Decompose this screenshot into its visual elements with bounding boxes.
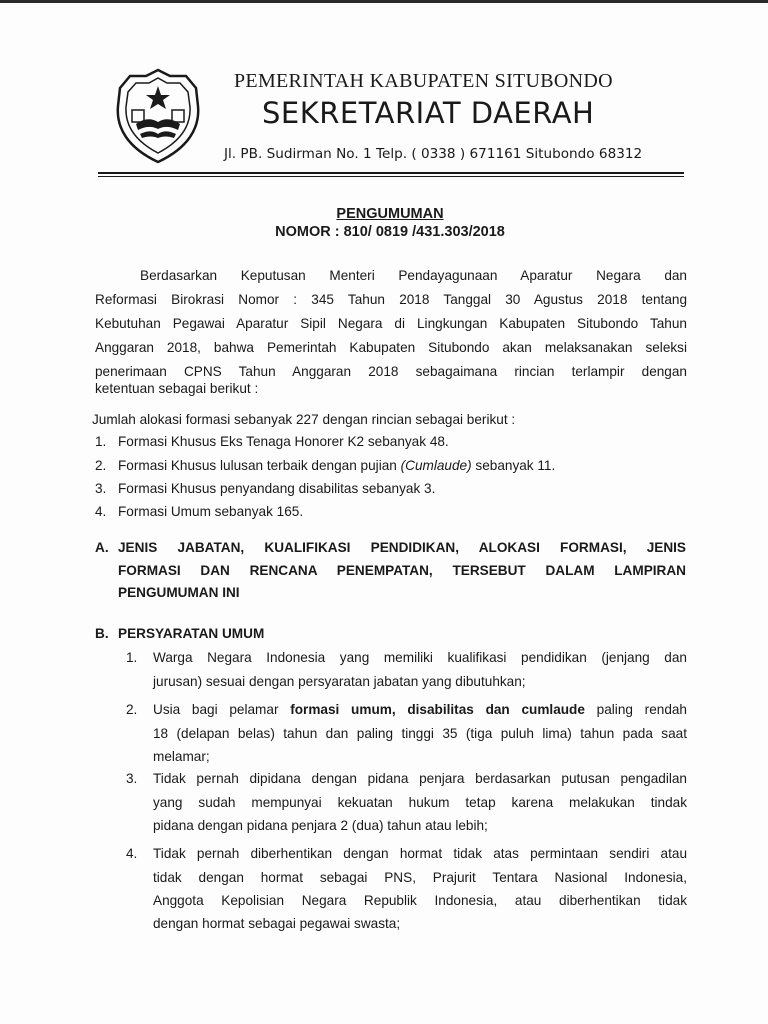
letterhead-rule-thick <box>98 172 684 174</box>
list-number: 3. <box>95 481 107 496</box>
requirement-line: pidana dengan pidana penjara 2 (dua) tahun atau lebih; <box>153 818 488 833</box>
intro-line: penerimaan CPNS Tahun Anggaran 2018 sebagaimana rincian terlampir dengan <box>95 364 687 379</box>
scan-top-edge <box>0 0 768 3</box>
allocation-item: Formasi Khusus lulusan terbaik dengan pujian (Cumlaude) sebanyak 11. <box>118 458 556 473</box>
section-a-title: JENIS JABATAN, KUALIFIKASI PENDIDIKAN, ALOKASI FORMASI, JENIS <box>118 540 686 555</box>
announcement-heading: PENGUMUMAN <box>336 206 444 222</box>
office-address: Jl. PB. Sudirman No. 1 Telp. ( 0338 ) 671161 Situbondo 68312 <box>224 146 643 162</box>
list-number: 4. <box>95 504 107 519</box>
section-a-letter: A. <box>95 540 109 555</box>
intro-line: Kebutuhan Pegawai Aparatur Sipil Negara di Lingkungan Kabupaten Situbondo Tahun <box>95 316 687 331</box>
list-number: 2. <box>126 702 138 717</box>
section-b-title: PERSYARATAN UMUM <box>118 626 265 641</box>
requirement-line: jurusan) sesuai dengan persyaratan jabatan yang dibutuhkan; <box>153 674 526 689</box>
department-name: SEKRETARIAT DAERAH <box>262 96 595 130</box>
requirement-line: melamar; <box>153 749 210 764</box>
announcement-number: NOMOR : 810/ 0819 /431.303/2018 <box>275 224 505 240</box>
section-a-title: FORMASI DAN RENCANA PENEMPATAN, TERSEBUT DALAM LAMPIRAN <box>118 563 686 578</box>
list-number: 1. <box>126 650 138 665</box>
allocation-item: Formasi Khusus Eks Tenaga Honorer K2 sebanyak 48. <box>118 434 449 449</box>
allocation-lead: Jumlah alokasi formasi sebanyak 227 dengan rincian sebagai berikut : <box>92 412 516 427</box>
intro-line: ketentuan sebagai berikut : <box>95 381 259 396</box>
intro-line: Reformasi Birokrasi Nomor : 345 Tahun 2018 Tanggal 30 Agustus 2018 tentang <box>95 292 687 307</box>
requirement-line: Warga Negara Indonesia yang memiliki kualifikasi pendidikan (jenjang dan <box>153 650 687 665</box>
coat-of-arms-icon <box>108 66 208 166</box>
requirement-line: Usia bagi pelamar formasi umum, disabilitas dan cumlaude paling rendah <box>153 702 687 717</box>
list-number: 3. <box>126 771 138 786</box>
requirement-line: Anggota Kepolisian Negara Republik Indonesia, atau diberhentikan tidak <box>153 893 687 908</box>
list-number: 2. <box>95 458 107 473</box>
requirement-line: dengan hormat sebagai pegawai swasta; <box>153 916 401 931</box>
requirement-line: tidak dengan hormat sebagai PNS, Prajurit Tentara Nasional Indonesia, <box>153 870 687 885</box>
intro-line: Berdasarkan Keputusan Menteri Pendayagunaan Aparatur Negara dan <box>140 268 687 283</box>
list-number: 4. <box>126 846 138 861</box>
letterhead-rule-thin <box>98 176 684 177</box>
government-name: PEMERINTAH KABUPATEN SITUBONDO <box>234 70 613 92</box>
requirement-line: Tidak pernah diberhentikan dengan hormat tidak atas permintaan sendiri atau <box>153 846 687 861</box>
list-number: 1. <box>95 434 107 449</box>
requirement-line: Tidak pernah dipidana dengan pidana penjara berdasarkan putusan pengadilan <box>153 771 687 786</box>
section-a-title: PENGUMUMAN INI <box>118 585 240 600</box>
allocation-item: Formasi Khusus penyandang disabilitas sebanyak 3. <box>118 481 436 496</box>
requirement-line: yang sudah mempunyai kekuatan hukum tetap karena melakukan tindak <box>153 795 687 810</box>
intro-line: Anggaran 2018, bahwa Pemerintah Kabupaten Situbondo akan melaksanakan seleksi <box>95 340 687 355</box>
requirement-line: 18 (delapan belas) tahun dan paling tinggi 35 (tiga puluh lima) tahun pada saat <box>153 726 687 741</box>
allocation-item: Formasi Umum sebanyak 165. <box>118 504 304 519</box>
section-b-letter: B. <box>95 626 109 641</box>
